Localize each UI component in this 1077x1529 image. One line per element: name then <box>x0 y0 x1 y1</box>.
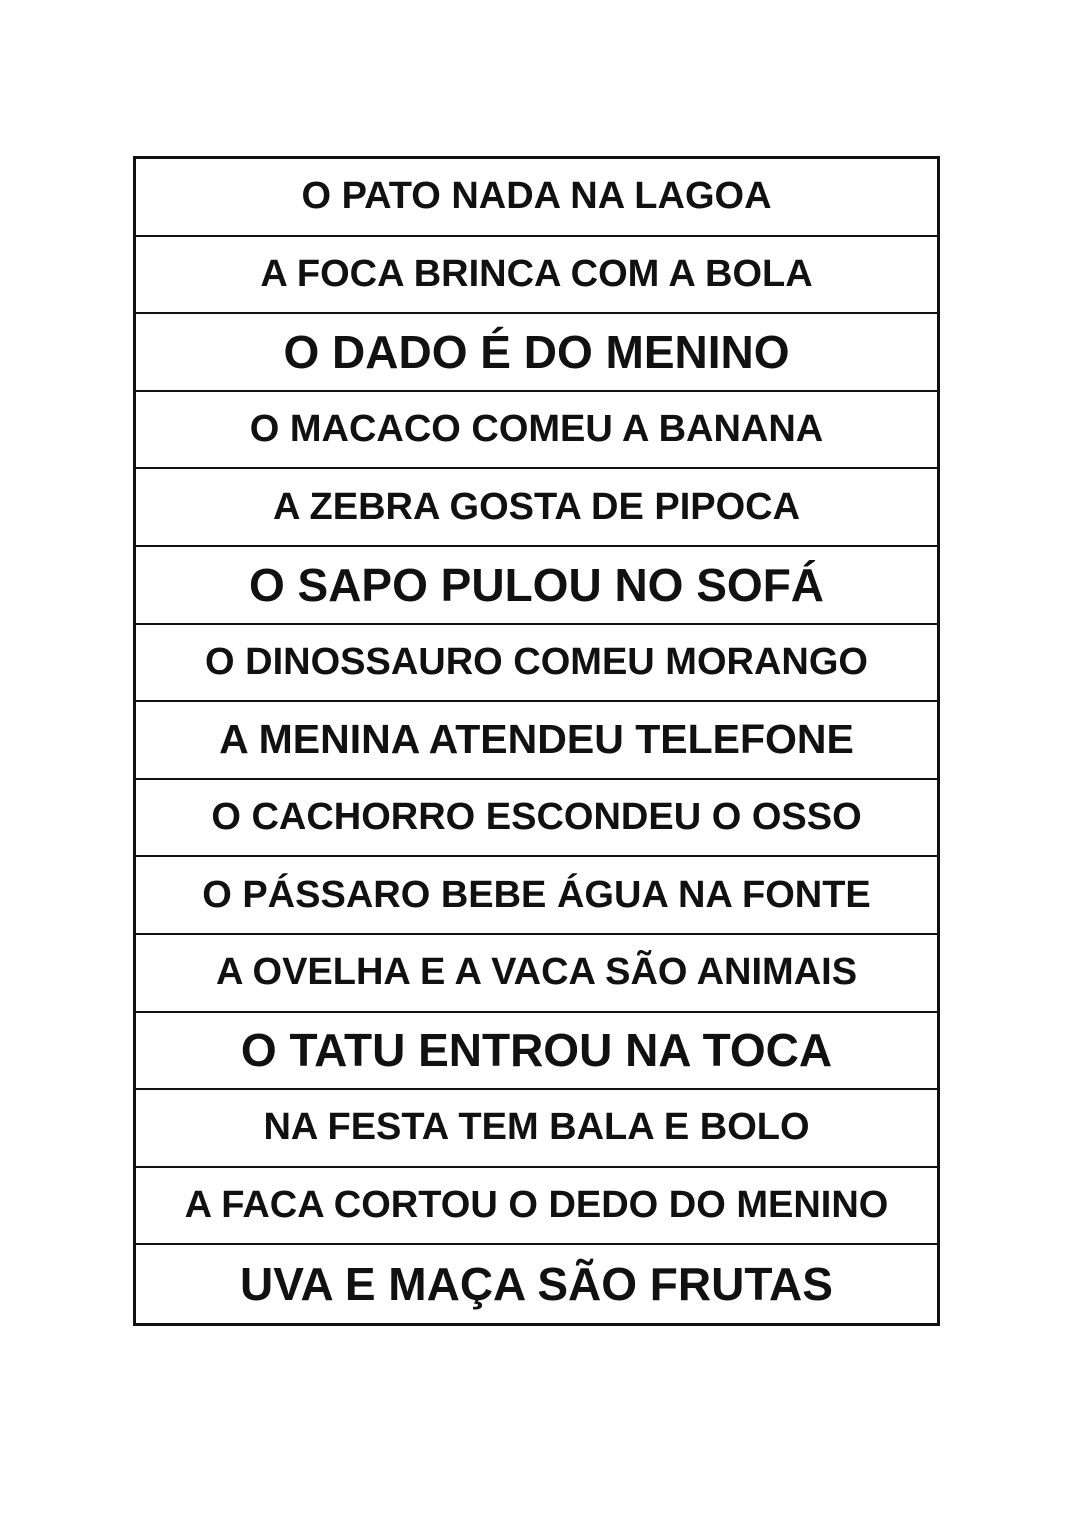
sentence-row <box>136 392 937 470</box>
sentence-row <box>136 469 937 547</box>
sentence-row <box>136 702 937 780</box>
sentence-text: O DINOSSAURO COMEU MORANGO <box>205 640 868 683</box>
sentence-text: O TATU ENTROU NA TOCA <box>240 1024 833 1077</box>
sentence-row <box>136 857 937 935</box>
sentence-text: O CACHORRO ESCONDEU O OSSO <box>211 796 862 839</box>
sentence-text: A FACA CORTOU O DEDO DO MENINO <box>184 1184 889 1227</box>
sentence-text: NA FESTA TEM BALA E BOLO <box>263 1106 810 1149</box>
sentence-text: O DADO É DO MENINO <box>283 325 790 378</box>
sentence-text: O MACACO COMEU A BANANA <box>249 408 824 451</box>
sentence-row <box>136 314 937 392</box>
sentence-text: A ZEBRA GOSTA DE PIPOCA <box>272 485 801 528</box>
sentence-row <box>136 1168 937 1246</box>
sentence-text: O PÁSSARO BEBE ÁGUA NA FONTE <box>202 873 871 916</box>
sentence-text: A FOCA BRINCA COM A BOLA <box>260 252 813 295</box>
sentence-text: O SAPO PULOU NO SOFÁ <box>248 558 825 611</box>
sentence-row <box>136 547 937 625</box>
sentence-text: A MENINA ATENDEU TELEFONE <box>219 716 854 763</box>
sentence-row <box>136 1013 937 1091</box>
sentence-text: O PATO NADA NA LAGOA <box>301 175 772 218</box>
sentence-row <box>136 159 937 237</box>
sentence-row <box>136 935 937 1013</box>
sentence-text: UVA E MAÇA SÃO FRUTAS <box>240 1258 833 1311</box>
sentence-row <box>136 237 937 315</box>
sentence-row <box>136 1090 937 1168</box>
sentence-row <box>136 625 937 703</box>
sentence-table <box>133 156 940 1326</box>
sentence-row <box>136 780 937 858</box>
sentence-row <box>136 1245 937 1323</box>
sentence-text: A OVELHA E A VACA SÃO ANIMAIS <box>215 951 858 994</box>
